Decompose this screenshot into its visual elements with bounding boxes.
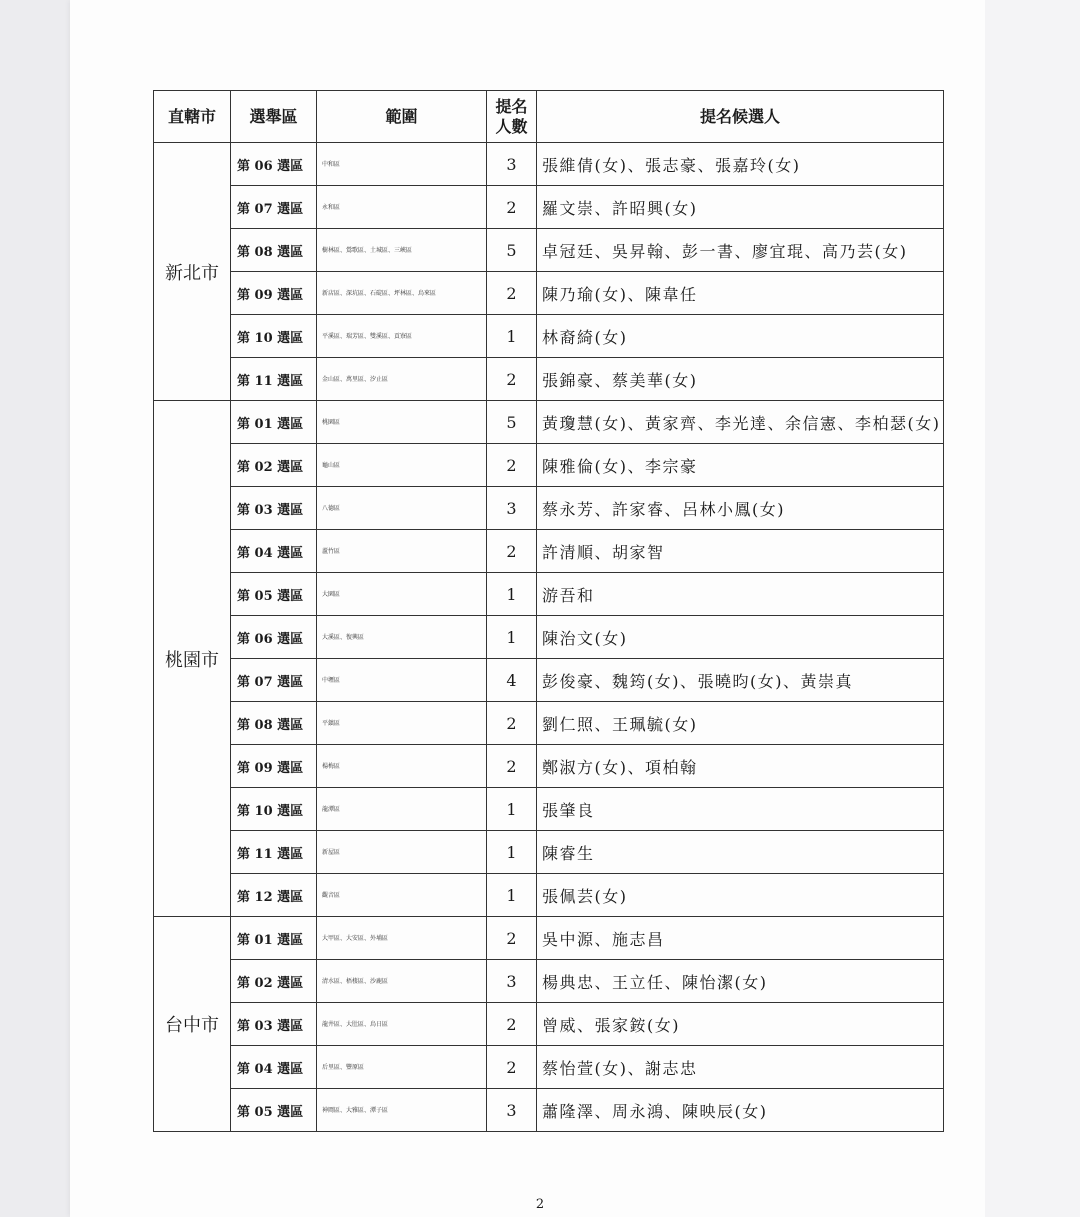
count-cell: 5	[487, 229, 537, 272]
table-row	[154, 1003, 944, 1046]
candidates-cell: 張維倩(女)、張志豪、張嘉玲(女)	[537, 143, 944, 186]
district-cell: 第 06 選區	[231, 616, 317, 659]
nominee-table	[153, 90, 944, 1132]
count-cell: 4	[487, 659, 537, 702]
district-cell: 第 03 選區	[231, 487, 317, 530]
district-cell: 第 09 選區	[231, 272, 317, 315]
district-cell: 第 02 選區	[231, 960, 317, 1003]
count-cell: 5	[487, 401, 537, 444]
count-cell: 2	[487, 444, 537, 487]
city-cell: 桃園市	[154, 401, 231, 917]
city-cell: 新北市	[154, 143, 231, 401]
count-cell: 1	[487, 831, 537, 874]
scope-cell: 清水區、梧棲區、沙鹿區	[317, 960, 487, 1003]
count-cell: 3	[487, 487, 537, 530]
table-row	[154, 874, 944, 917]
district-cell: 第 01 選區	[231, 401, 317, 444]
scope-cell: 后里區、豐原區	[317, 1046, 487, 1089]
table-row	[154, 917, 944, 960]
district-cell: 第 12 選區	[231, 874, 317, 917]
district-cell: 第 09 選區	[231, 745, 317, 788]
table-row	[154, 702, 944, 745]
table-row	[154, 788, 944, 831]
viewer-margin	[985, 0, 1080, 1217]
district-cell: 第 11 選區	[231, 358, 317, 401]
district-cell: 第 06 選區	[231, 143, 317, 186]
candidates-cell: 鄭淑方(女)、項柏翰	[537, 745, 944, 788]
district-cell: 第 07 選區	[231, 186, 317, 229]
candidates-cell: 張肇良	[537, 788, 944, 831]
table-row	[154, 1046, 944, 1089]
header-scope: 範圍	[317, 91, 487, 143]
count-cell: 1	[487, 315, 537, 358]
count-cell: 1	[487, 573, 537, 616]
scope-cell: 大溪區、復興區	[317, 616, 487, 659]
count-cell: 1	[487, 874, 537, 917]
candidates-cell: 曾威、張家銨(女)	[537, 1003, 944, 1046]
scope-cell: 龍潭區	[317, 788, 487, 831]
candidates-cell: 張佩芸(女)	[537, 874, 944, 917]
scope-cell: 中壢區	[317, 659, 487, 702]
header-row	[154, 91, 944, 143]
candidates-cell: 陳睿生	[537, 831, 944, 874]
scope-cell: 八德區	[317, 487, 487, 530]
candidates-cell: 劉仁照、王珮毓(女)	[537, 702, 944, 745]
scope-cell: 金山區、萬里區、汐止區	[317, 358, 487, 401]
district-cell: 第 08 選區	[231, 229, 317, 272]
count-cell: 2	[487, 186, 537, 229]
candidates-cell: 林裔綺(女)	[537, 315, 944, 358]
district-cell: 第 11 選區	[231, 831, 317, 874]
count-cell: 2	[487, 1003, 537, 1046]
count-cell: 2	[487, 272, 537, 315]
table-row	[154, 229, 944, 272]
scope-cell: 新屋區	[317, 831, 487, 874]
candidates-cell: 卓冠廷、吳昇翰、彭一書、廖宜琨、高乃芸(女)	[537, 229, 944, 272]
header-count-line1: 提名	[495, 96, 528, 116]
scope-cell: 大甲區、大安區、外埔區	[317, 917, 487, 960]
candidates-cell: 羅文崇、許昭興(女)	[537, 186, 944, 229]
count-cell: 3	[487, 960, 537, 1003]
table-row	[154, 1089, 944, 1132]
district-cell: 第 02 選區	[231, 444, 317, 487]
header-candidates: 提名候選人	[537, 91, 944, 143]
count-cell: 1	[487, 788, 537, 831]
table-row	[154, 960, 944, 1003]
district-cell: 第 01 選區	[231, 917, 317, 960]
count-cell: 2	[487, 1046, 537, 1089]
candidates-cell: 黃瓊慧(女)、黃家齊、李光達、余信憲、李柏瑟(女)	[537, 401, 944, 444]
scope-cell: 桃園區	[317, 401, 487, 444]
candidates-cell: 蔡怡萱(女)、謝志忠	[537, 1046, 944, 1089]
district-cell: 第 10 選區	[231, 788, 317, 831]
table-row	[154, 573, 944, 616]
scope-cell: 楊梅區	[317, 745, 487, 788]
count-cell: 3	[487, 143, 537, 186]
table-row	[154, 831, 944, 874]
district-cell: 第 05 選區	[231, 573, 317, 616]
count-cell: 2	[487, 745, 537, 788]
table-row	[154, 315, 944, 358]
scope-cell: 樹林區、鶯歌區、土城區、三峽區	[317, 229, 487, 272]
candidates-cell: 蔡永芳、許家睿、呂林小鳳(女)	[537, 487, 944, 530]
candidates-cell: 游吾和	[537, 573, 944, 616]
header-count-line2: 人數	[495, 116, 528, 136]
table-row	[154, 272, 944, 315]
table-row	[154, 659, 944, 702]
scope-cell: 龍井區、大肚區、烏日區	[317, 1003, 487, 1046]
district-cell: 第 10 選區	[231, 315, 317, 358]
candidates-cell: 蕭隆澤、周永鴻、陳映辰(女)	[537, 1089, 944, 1132]
table-row	[154, 444, 944, 487]
table-row	[154, 358, 944, 401]
city-cell: 台中市	[154, 917, 231, 1132]
page-number: 2	[535, 1197, 545, 1212]
header-district: 選舉區	[231, 91, 317, 143]
district-cell: 第 04 選區	[231, 1046, 317, 1089]
count-cell: 3	[487, 1089, 537, 1132]
scope-cell: 平鎮區	[317, 702, 487, 745]
scope-cell: 蘆竹區	[317, 530, 487, 573]
header-count	[487, 91, 537, 143]
table-row	[154, 487, 944, 530]
table-row	[154, 401, 944, 444]
scope-cell: 龜山區	[317, 444, 487, 487]
candidates-cell: 陳雅倫(女)、李宗豪	[537, 444, 944, 487]
candidates-cell: 彭俊豪、魏筠(女)、張曉昀(女)、黃崇真	[537, 659, 944, 702]
table-row	[154, 143, 944, 186]
candidates-cell: 陳治文(女)	[537, 616, 944, 659]
scope-cell: 觀音區	[317, 874, 487, 917]
candidates-cell: 許清順、胡家智	[537, 530, 944, 573]
candidates-cell: 陳乃瑜(女)、陳韋任	[537, 272, 944, 315]
count-cell: 1	[487, 616, 537, 659]
header-city: 直轄市	[154, 91, 231, 143]
scope-cell: 新店區、深坑區、石碇區、坪林區、烏來區	[317, 272, 487, 315]
count-cell: 2	[487, 917, 537, 960]
district-cell: 第 08 選區	[231, 702, 317, 745]
scope-cell: 中和區	[317, 143, 487, 186]
scope-cell: 永和區	[317, 186, 487, 229]
scope-cell: 平溪區、瑞芳區、雙溪區、貢寮區	[317, 315, 487, 358]
table-row	[154, 616, 944, 659]
count-cell: 2	[487, 530, 537, 573]
candidates-cell: 張錦豪、蔡美華(女)	[537, 358, 944, 401]
district-cell: 第 05 選區	[231, 1089, 317, 1132]
scope-cell: 神岡區、大雅區、潭子區	[317, 1089, 487, 1132]
table-row	[154, 530, 944, 573]
district-cell: 第 07 選區	[231, 659, 317, 702]
district-cell: 第 04 選區	[231, 530, 317, 573]
scope-cell: 大園區	[317, 573, 487, 616]
table-row	[154, 745, 944, 788]
candidates-cell: 楊典忠、王立任、陳怡潔(女)	[537, 960, 944, 1003]
count-cell: 2	[487, 702, 537, 745]
district-cell: 第 03 選區	[231, 1003, 317, 1046]
table-row	[154, 186, 944, 229]
count-cell: 2	[487, 358, 537, 401]
candidates-cell: 吳中源、施志昌	[537, 917, 944, 960]
